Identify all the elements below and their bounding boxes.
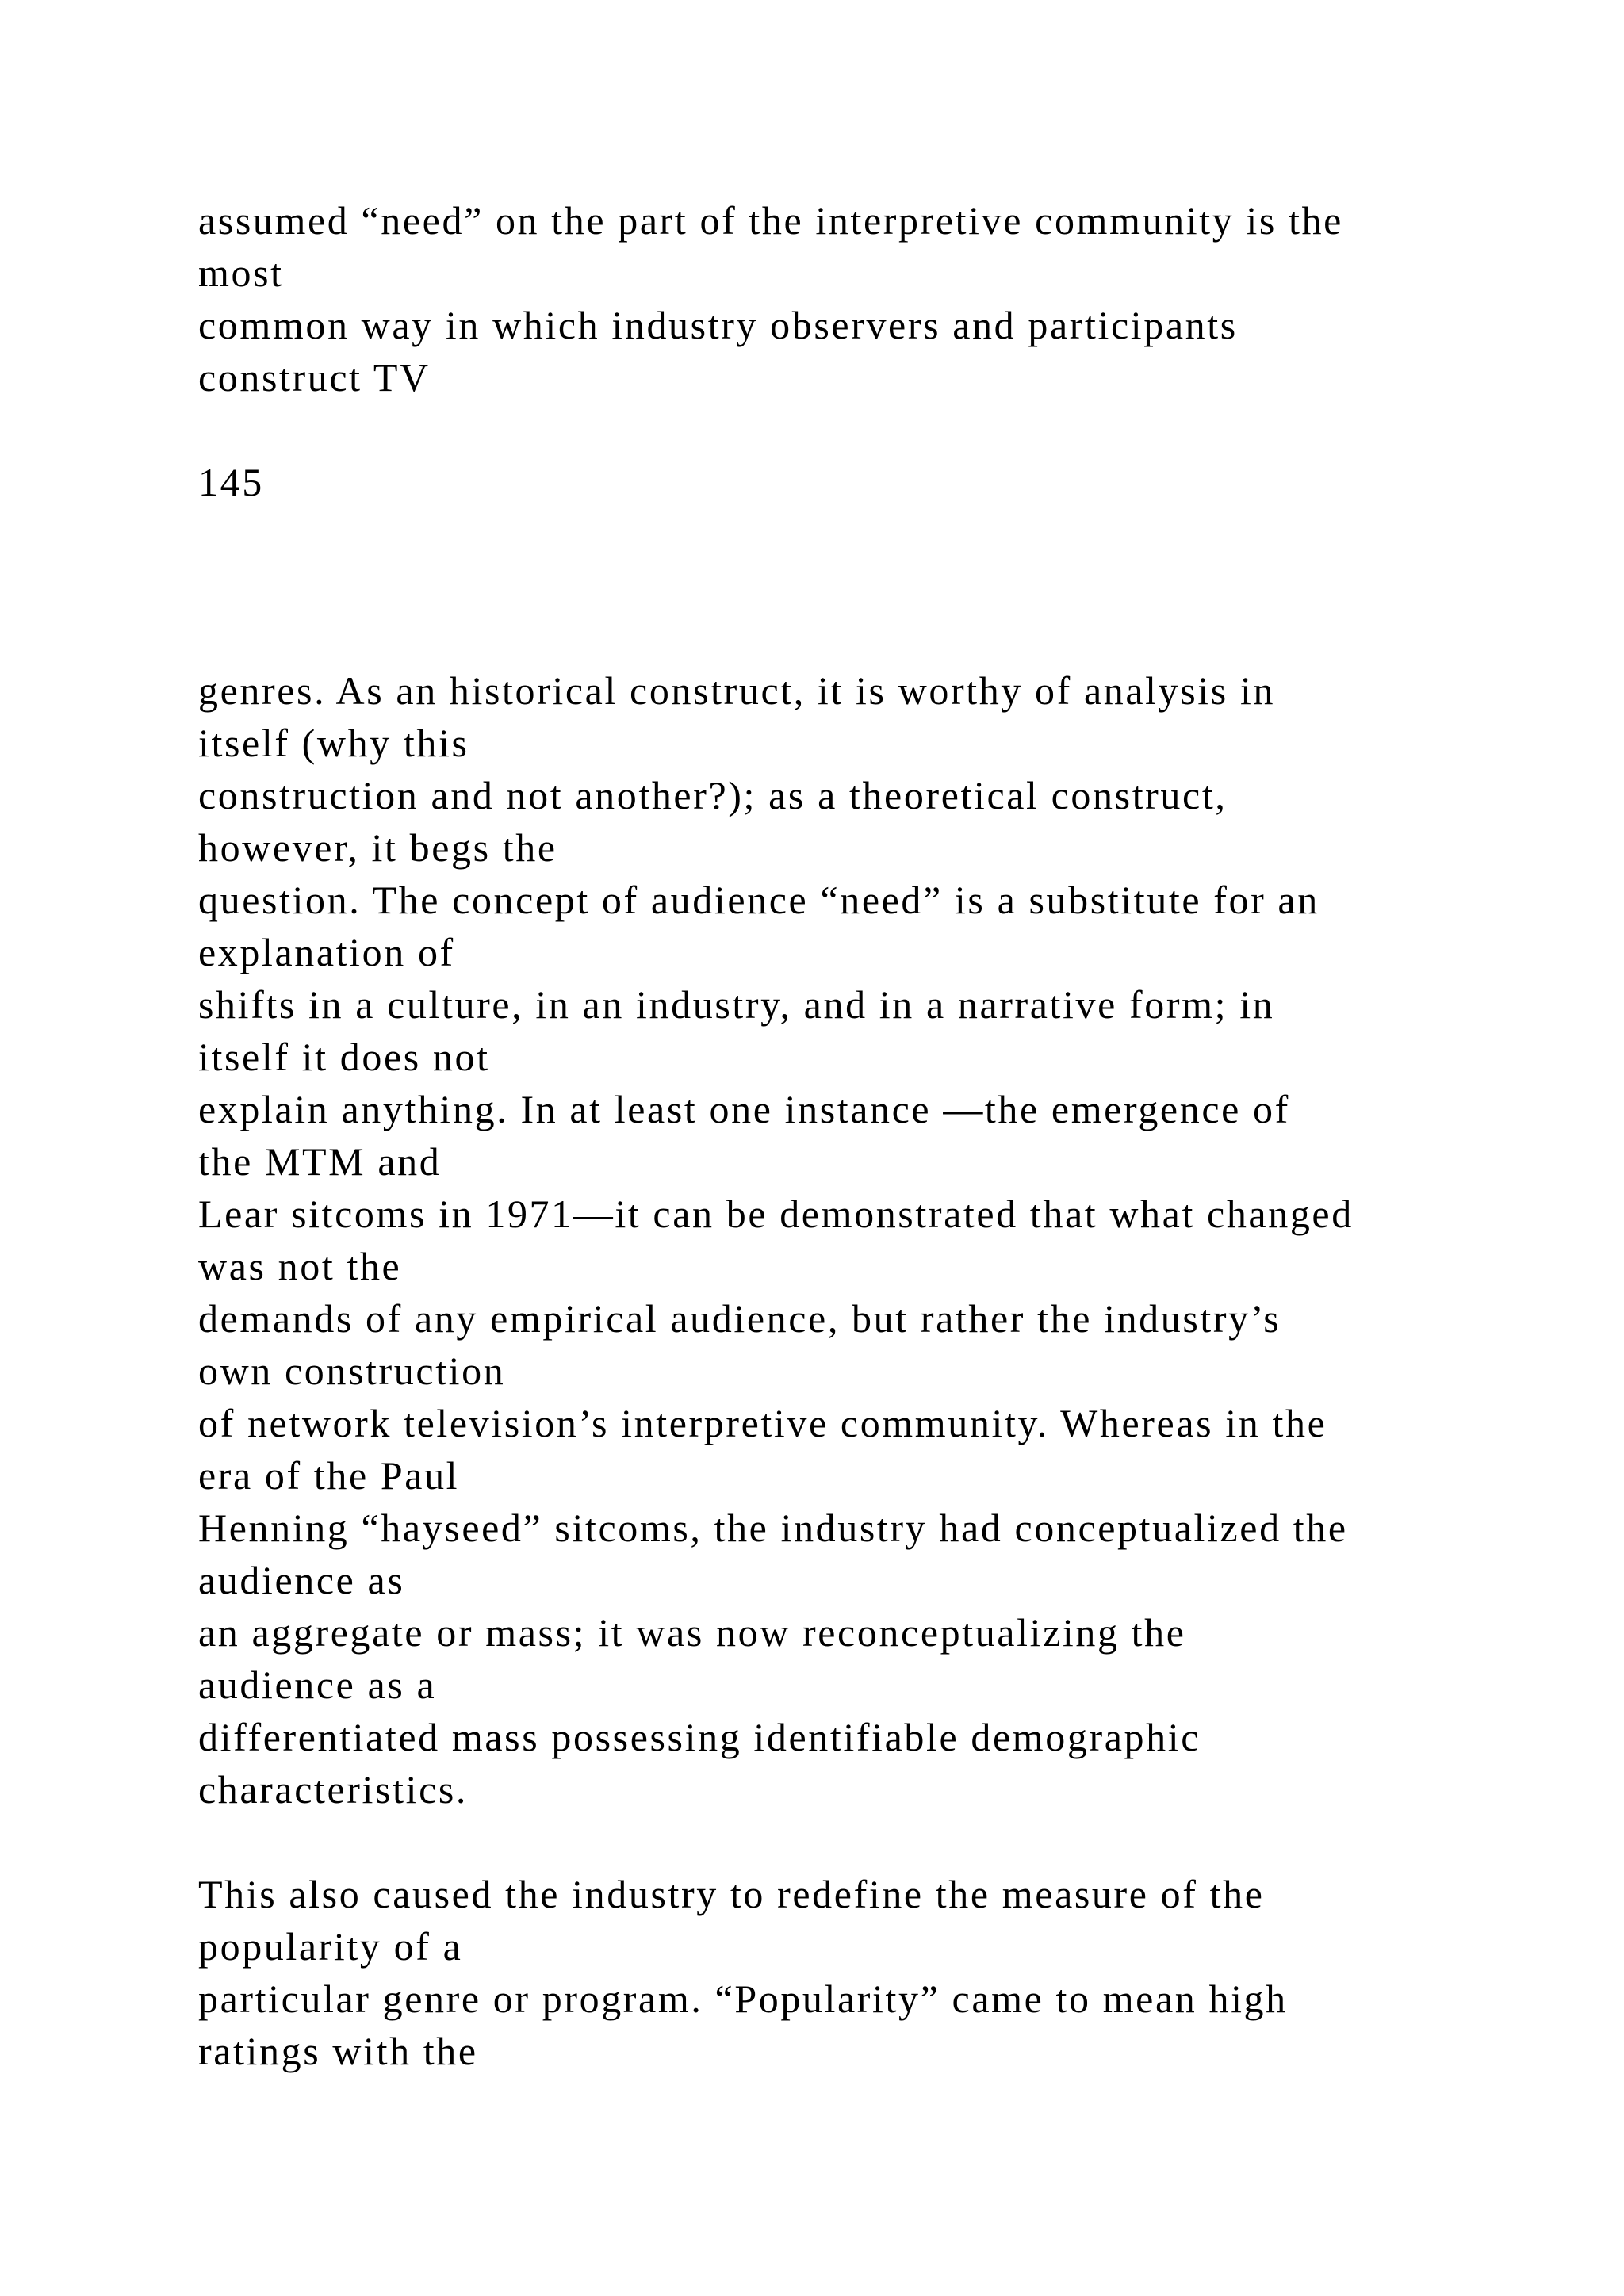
text-line: shifts in a culture, in an industry, and in a narrative form; in	[198, 982, 1275, 1027]
text-line: This also caused the industry to redefine the measure of the	[198, 1872, 1265, 1916]
text-line: explain anything. In at least one instance —the emergence of	[198, 1087, 1290, 1131]
text-line: differentiated mass possessing identifiable demographic	[198, 1715, 1201, 1759]
text-line: common way in which industry observers and participants	[198, 303, 1238, 347]
text-line: assumed “need” on the part of the interpretive community is the	[198, 198, 1343, 243]
text-line: of network television’s interpretive community. Whereas in the	[198, 1401, 1327, 1445]
text-line: construct TV	[198, 355, 431, 400]
text-line: Lear sitcoms in 1971—it can be demonstrated that what changed	[198, 1192, 1354, 1236]
text-line: genres. As an historical construct, it is worthy of analysis in	[198, 668, 1276, 713]
text-line: popularity of a	[198, 1924, 463, 1969]
text-line: itself (why this	[198, 721, 469, 765]
text-line: most	[198, 251, 284, 295]
text-line: characteristics.	[198, 1767, 469, 1812]
text-line: audience as a	[198, 1663, 437, 1707]
text-line: itself it does not	[198, 1035, 490, 1079]
text-line: the MTM and	[198, 1139, 442, 1184]
text-line: Henning “hayseed” sitcoms, the industry had conceptualized the	[198, 1506, 1348, 1550]
text-line: own construction	[198, 1349, 506, 1393]
page-number: 145	[198, 460, 264, 504]
text-line: ratings with the	[198, 2029, 478, 2073]
text-line: demands of any empirical audience, but rather the industry’s	[198, 1296, 1281, 1341]
text-line: question. The concept of audience “need” is a substitute for an	[198, 878, 1320, 922]
text-line: construction and not another?); as a theoretical construct,	[198, 773, 1228, 817]
text-line: era of the Paul	[198, 1453, 460, 1498]
text-line: explanation of	[198, 930, 455, 974]
text-line: audience as	[198, 1558, 405, 1602]
text-line: an aggregate or mass; it was now reconceptualizing the	[198, 1610, 1186, 1655]
text-line: particular genre or program. “Popularity” came to mean high	[198, 1976, 1288, 2021]
text-line: however, it begs the	[198, 825, 557, 870]
text-line: was not the	[198, 1244, 402, 1288]
